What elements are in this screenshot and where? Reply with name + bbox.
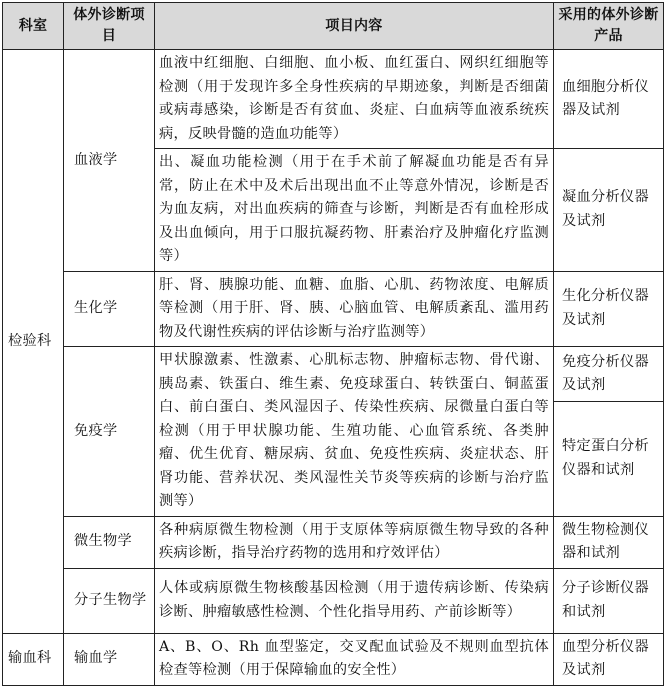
product-biochem-analyzer: 生化分析仪器及试剂 xyxy=(554,271,664,347)
dept-lab: 检验科 xyxy=(3,50,64,634)
header-dept: 科室 xyxy=(3,3,64,50)
product-coag-analyzer: 凝血分析仪器及试剂 xyxy=(554,149,664,272)
product-blood-type: 血型分析仪器及试剂 xyxy=(554,633,664,685)
ivd-project-table xyxy=(2,2,664,686)
content-molecular: 人体或病原微生物核酸基因检测（用于遗传病诊断、传染病诊断、肿瘤敏感性检测、个性化指导用药、产前诊断等） xyxy=(155,568,554,633)
content-immuno: 甲状腺激素、性激素、心肌标志物、肿瘤标志物、骨代谢、胰岛素、铁蛋白、维生素、免疫球蛋白、转铁蛋白、铜蓝蛋白、前白蛋白、类风湿因子、传染性疾病、尿微量白蛋白等检测（用于甲状腺功能、生殖功能、心血管系统、各类肿瘤、优生优育、糖尿病、贫血、免疫性疾病、炎症状态、肝肾功能、营养状况、类风湿性关节炎等疾病的诊断与治疗监测等） xyxy=(155,347,554,517)
subject-biochem: 生化学 xyxy=(64,271,155,347)
table-row xyxy=(3,50,664,149)
dept-transfusion: 输血科 xyxy=(3,633,64,685)
product-immuno-analyzer: 免疫分析仪器及试剂 xyxy=(554,347,664,402)
content-transfusion: A、B、O、Rh 血型鉴定，交叉配血试验及不规则血型抗体检查等检测（用于保障输血的安全性） xyxy=(155,633,554,685)
subject-blood: 血液学 xyxy=(64,50,155,272)
content-biochem: 肝、肾、胰腺功能、血糖、血脂、心肌、药物浓度、电解质等检测（用于肝、肾、胰、心脑血管、电解质紊乱、滥用药物及代谢性疾病的评估诊断与治疗监测等） xyxy=(155,271,554,347)
subject-immuno: 免疫学 xyxy=(64,347,155,517)
table-row xyxy=(3,347,664,402)
content-micro: 各种病原微生物检测（用于支原体等病原微生物导致的各种疾病诊断，指导治疗药物的选用和疗效评估） xyxy=(155,516,554,568)
header-product: 采用的体外诊断产品 xyxy=(554,3,664,50)
header-row xyxy=(3,3,664,50)
table-row xyxy=(3,568,664,633)
product-blood-cell-analyzer: 血细胞分析仪器及试剂 xyxy=(554,50,664,149)
content-blood-cells: 血液中红细胞、白细胞、血小板、血红蛋白、网织红细胞等检测（用于发现许多全身性疾病的早期迹象，判断是否细菌或病毒感染，诊断是否有贫血、炎症、白血病等血液系统疾病，反映骨髓的造血功能等） xyxy=(155,50,554,149)
subject-molecular: 分子生物学 xyxy=(64,568,155,633)
product-specific-protein: 特定蛋白分析仪器和试剂 xyxy=(554,402,664,516)
header-content: 项目内容 xyxy=(155,3,554,50)
table-row xyxy=(3,633,664,685)
product-molecular-dx: 分子诊断仪器和试剂 xyxy=(554,568,664,633)
table-row xyxy=(3,271,664,347)
header-subject: 体外诊断项目 xyxy=(64,3,155,50)
subject-transfusion: 输血学 xyxy=(64,633,155,685)
subject-micro: 微生物学 xyxy=(64,516,155,568)
table-row xyxy=(3,516,664,568)
content-coagulation: 出、凝血功能检测（用于在手术前了解凝血功能是否有异常，防止在术中及术后出现出血不止等意外情况，诊断是否为血友病，对出血疾病的筛查与诊断，判断是否有血栓形成及出血倾向，用于口服抗凝药物、肝素治疗及肿瘤化疗监测等） xyxy=(155,149,554,272)
product-micro-test: 微生物检测仪器和试剂 xyxy=(554,516,664,568)
